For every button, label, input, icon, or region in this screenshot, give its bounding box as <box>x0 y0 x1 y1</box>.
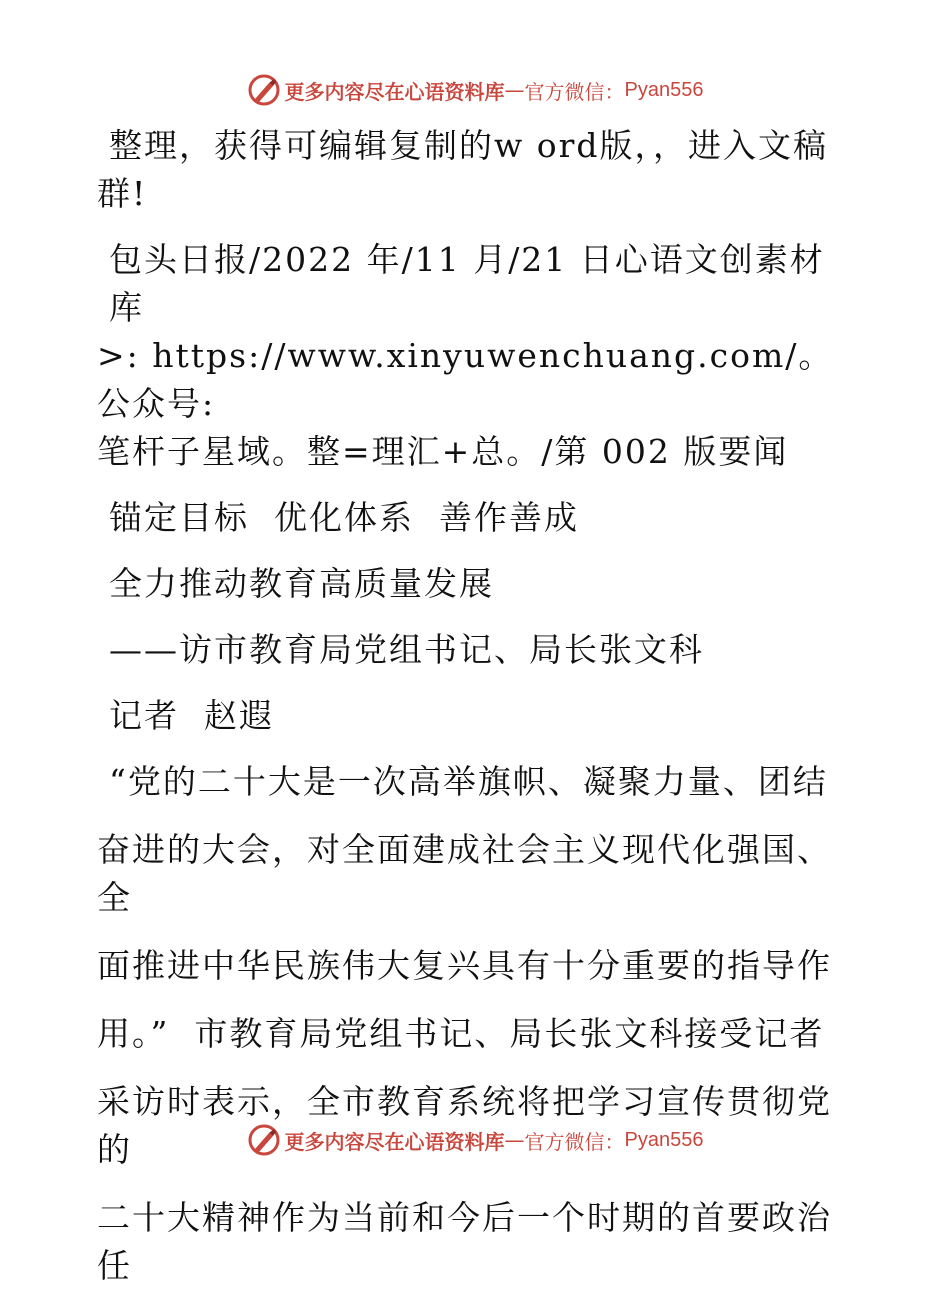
banner-main-text: 更多内容尽在心语资料库 <box>284 79 505 104</box>
subheadline: ——访市教育局党组书记、局长张文科 <box>109 630 704 669</box>
footer-watermark-banner <box>0 1120 950 1160</box>
intro-line-2: 群! <box>97 174 148 213</box>
intro-line-1: 整理，获得可编辑复制的w ord版，，进入文稿 <box>109 126 829 165</box>
banner-main-text: 更多内容尽在心语资料库 <box>284 1129 505 1154</box>
header-watermark-banner <box>0 70 950 110</box>
body-line-2: 奋进的大会，对全面建成社会主义现代化强国、全 <box>97 830 832 917</box>
body-line-6: 二十大精神作为当前和今后一个时期的首要政治任 <box>97 1198 832 1285</box>
source-line-1: 包头日报/2022 年/11 月/21 日心语文创素材库 <box>109 240 825 327</box>
banner-dash: — <box>504 1128 525 1152</box>
body-line-4: 用。” 市教育局党组书记、局长张文科接受记者 <box>97 1014 825 1053</box>
body-line-3: 面推进中华民族伟大复兴具有十分重要的指导作 <box>97 946 832 985</box>
pen-logo-icon <box>247 1123 281 1157</box>
banner-wechat-label: 官方微信： <box>524 1129 625 1154</box>
body-line-5: 采访时表示，全市教育系统将把学习宣传贯彻党的 <box>97 1082 832 1169</box>
reporter-byline: 记者 赵遐 <box>109 696 274 735</box>
source-line-3: 笔杆子星域。整=理汇+总。/第 002 版要闻 <box>97 432 789 471</box>
pen-logo-icon <box>247 73 281 107</box>
headline-2: 全力推动教育高质量发展 <box>109 564 494 603</box>
headline-1: 锚定目标 优化体系 善作善成 <box>109 498 579 537</box>
banner-wechat-id: Pyan556 <box>624 78 704 101</box>
source-line-2: >: https://www.xinyuwenchuang.com/。公众号: <box>97 336 834 423</box>
body-line-1: “党的二十大是一次高举旗帜、凝聚力量、团结 <box>109 762 828 801</box>
banner-dash: — <box>504 78 525 102</box>
banner-wechat-label: 官方微信： <box>524 79 625 104</box>
document-body <box>97 122 857 1290</box>
banner-wechat-id: Pyan556 <box>624 1128 704 1151</box>
